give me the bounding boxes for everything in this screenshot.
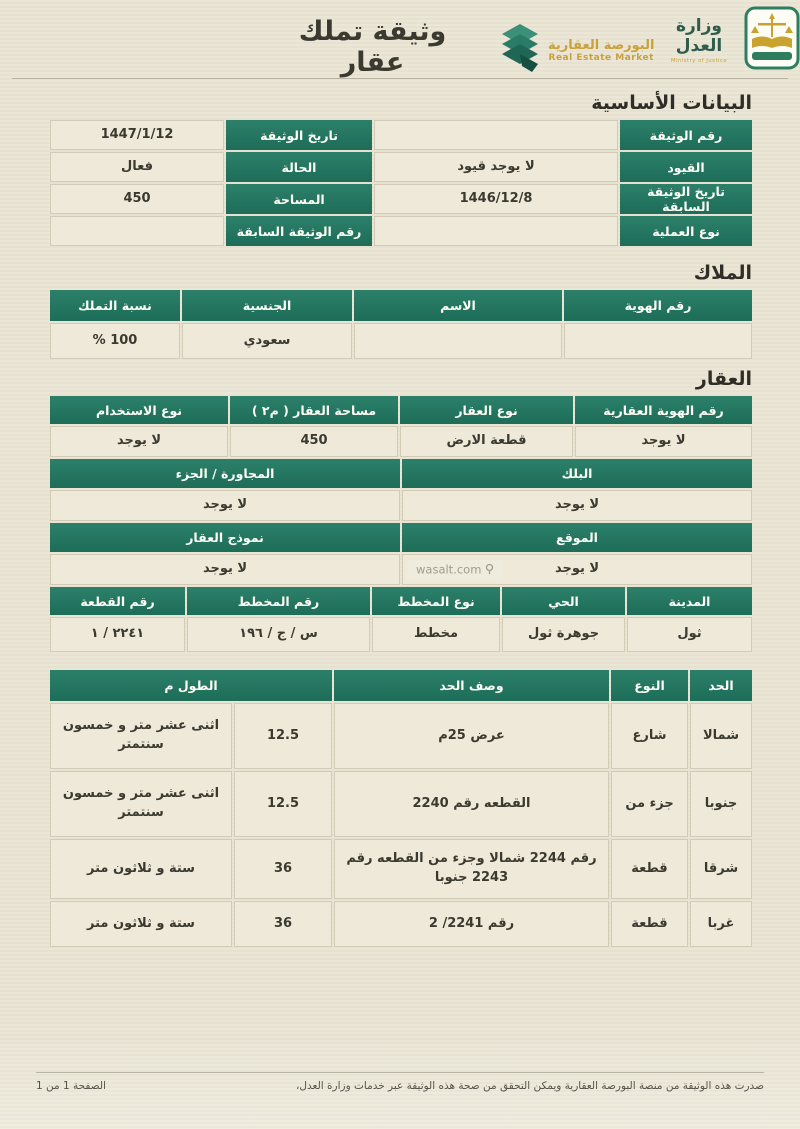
- column-header: نوع المخطط: [372, 587, 500, 615]
- boundary-type: قطعة: [611, 901, 688, 947]
- property-value-row-4: [48, 617, 752, 652]
- map-pin-icon: [485, 564, 494, 575]
- field-value: 450: [50, 184, 224, 214]
- column-header: الحي: [502, 587, 625, 615]
- page-title: وثيقة تملك عقار: [298, 16, 447, 78]
- plan-type-value: مخطط: [372, 617, 500, 652]
- field-value: [50, 216, 224, 246]
- field-label: نوع العملية: [620, 216, 752, 246]
- property-value-row-2: [48, 490, 752, 521]
- property-header-row-2: [48, 459, 752, 488]
- boundary-description: رقم 2241/ 2: [334, 901, 609, 947]
- real-estate-market-logo: [498, 22, 654, 78]
- column-header: المجاورة / الجزء: [50, 459, 400, 488]
- column-header: المدينة: [627, 587, 752, 615]
- field-value: 450: [230, 426, 398, 457]
- ministry-of-justice-logo: [660, 6, 800, 74]
- owners-table-header: [48, 290, 752, 321]
- field-label: القيود: [620, 152, 752, 182]
- rem-chevron-map-icon: [498, 22, 542, 78]
- boundary-length-number: 36: [234, 901, 332, 947]
- column-header: وصف الحد: [334, 670, 609, 701]
- boundary-length-text: ستة و ثلاثون متر: [50, 901, 232, 947]
- column-header: الجنسية: [182, 290, 352, 321]
- boundary-row-south: [48, 771, 752, 837]
- real-estate-market-logo-text: [548, 38, 654, 63]
- column-header: مساحة العقار ( م٢ ): [230, 396, 398, 424]
- field-value: لا يوجد: [402, 490, 752, 521]
- boundaries-table-header: [48, 670, 752, 701]
- property-header-row-1: [48, 396, 752, 424]
- field-label: تاريخ الوثيقة: [226, 120, 372, 150]
- watermark-text: wasalt.com: [416, 562, 482, 577]
- column-header: نوع العقار: [400, 396, 573, 424]
- moj-emblem-icon: [744, 6, 800, 74]
- owners-section: [48, 262, 752, 361]
- property-section: [48, 368, 752, 654]
- boundary-length-number: 36: [234, 839, 332, 899]
- location-value: لا يوجد: [554, 561, 600, 577]
- boundary-description: القطعه رقم 2240: [334, 771, 609, 837]
- property-value-row-3: [48, 554, 752, 585]
- boundaries-section: [48, 670, 752, 949]
- column-header: نسبة التملك: [50, 290, 180, 321]
- field-label: الحالة: [226, 152, 372, 182]
- column-header: الحد: [690, 670, 752, 701]
- boundary-type: قطعة: [611, 839, 688, 899]
- owner-name-value: [354, 323, 562, 359]
- field-value: لا يوجد قيود: [374, 152, 618, 182]
- field-value: [402, 554, 752, 585]
- boundary-side: جنوبا: [690, 771, 752, 837]
- document-header: [0, 0, 800, 86]
- boundary-row-north: [48, 703, 752, 769]
- moj-logo-english-label: Ministry of Justice: [670, 58, 728, 64]
- column-header: رقم الهوية: [564, 290, 752, 321]
- field-value: فعال: [50, 152, 224, 182]
- basic-data-table: [48, 120, 752, 246]
- boundary-row-west: [48, 901, 752, 947]
- column-header: رقم المخطط: [187, 587, 370, 615]
- column-header: نوع الاستخدام: [50, 396, 228, 424]
- column-header: الموقع: [402, 523, 752, 552]
- boundary-side: شمالا: [690, 703, 752, 769]
- boundary-row-east: [48, 839, 752, 899]
- column-header: البلك: [402, 459, 752, 488]
- field-value: [374, 216, 618, 246]
- field-value: لا يوجد: [50, 554, 400, 585]
- wasalt-watermark: [407, 559, 503, 580]
- rem-logo-arabic-label: البورصة العقارية: [548, 37, 655, 53]
- boundary-length-number: 12.5: [234, 703, 332, 769]
- basic-data-section: [48, 92, 752, 248]
- owner-id-value: [564, 323, 752, 359]
- field-value: لا يوجد: [50, 426, 228, 457]
- field-value: قطعة الارض: [400, 426, 573, 457]
- owner-nationality-value: سعودي: [182, 323, 352, 359]
- owners-title: الملاك: [693, 262, 752, 284]
- column-header: النوع: [611, 670, 688, 701]
- field-value: لا يوجد: [50, 490, 400, 521]
- boundary-description: رقم 2244 شمالا وجزء من القطعه رقم 2243 جنوبا: [334, 839, 609, 899]
- rem-logo-english-label: Real Estate Market: [548, 52, 654, 63]
- field-value: 1446/12/8: [374, 184, 618, 214]
- boundary-description: عرض 25م: [334, 703, 609, 769]
- boundary-length-text: ستة و ثلاثون متر: [50, 839, 232, 899]
- boundary-type: شارع: [611, 703, 688, 769]
- property-header-row-4: [48, 587, 752, 615]
- plot-number-value: ٢٢٤١ / ١: [50, 617, 185, 652]
- document-footer: [36, 1072, 764, 1092]
- footer-note: صدرت هذه الوثيقة من منصة البورصة العقارية ويمكن التحقق من صحة هذه الوثيقة عبر خدمات وزارة العدل،: [295, 1080, 764, 1092]
- column-header: نموذج العقار: [50, 523, 400, 552]
- header-divider: [12, 78, 788, 79]
- plan-number-value: س / ج / ١٩٦: [187, 617, 370, 652]
- property-header-row-3: [48, 523, 752, 552]
- field-value: [374, 120, 618, 150]
- page-number: الصفحة 1 من 1: [36, 1080, 106, 1092]
- field-value: لا يوجد: [575, 426, 752, 457]
- column-header: رقم الهوية العقارية: [575, 396, 752, 424]
- owners-table-row: [48, 323, 752, 359]
- owner-share-value: 100 %: [50, 323, 180, 359]
- property-title: العقار: [695, 368, 752, 390]
- boundary-length-text: اثنى عشر متر و خمسون سنتمتر: [50, 703, 232, 769]
- field-label: المساحة: [226, 184, 372, 214]
- boundary-side: غربا: [690, 901, 752, 947]
- property-value-row-1: [48, 426, 752, 457]
- boundary-side: شرقا: [690, 839, 752, 899]
- column-header: الطول م: [50, 670, 332, 701]
- field-label: رقم الوثيقة: [620, 120, 752, 150]
- field-value: 1447/1/12: [50, 120, 224, 150]
- boundary-length-text: اثنى عشر متر و خمسون سنتمتر: [50, 771, 232, 837]
- boundary-length-number: 12.5: [234, 771, 332, 837]
- moj-logo-arabic-label: وزارة العدل: [675, 16, 723, 56]
- district-value: جوهرة ثول: [502, 617, 625, 652]
- moj-logo-text: [660, 16, 738, 64]
- column-header: رقم القطعة: [50, 587, 185, 615]
- field-label: تاريخ الوثيقة السابقة: [620, 184, 752, 214]
- column-header: الاسم: [354, 290, 562, 321]
- field-label: رقم الوثيقة السابقة: [226, 216, 372, 246]
- basic-data-title: البيانات الأساسية: [591, 92, 752, 114]
- city-value: ثول: [627, 617, 752, 652]
- boundary-type: جزء من: [611, 771, 688, 837]
